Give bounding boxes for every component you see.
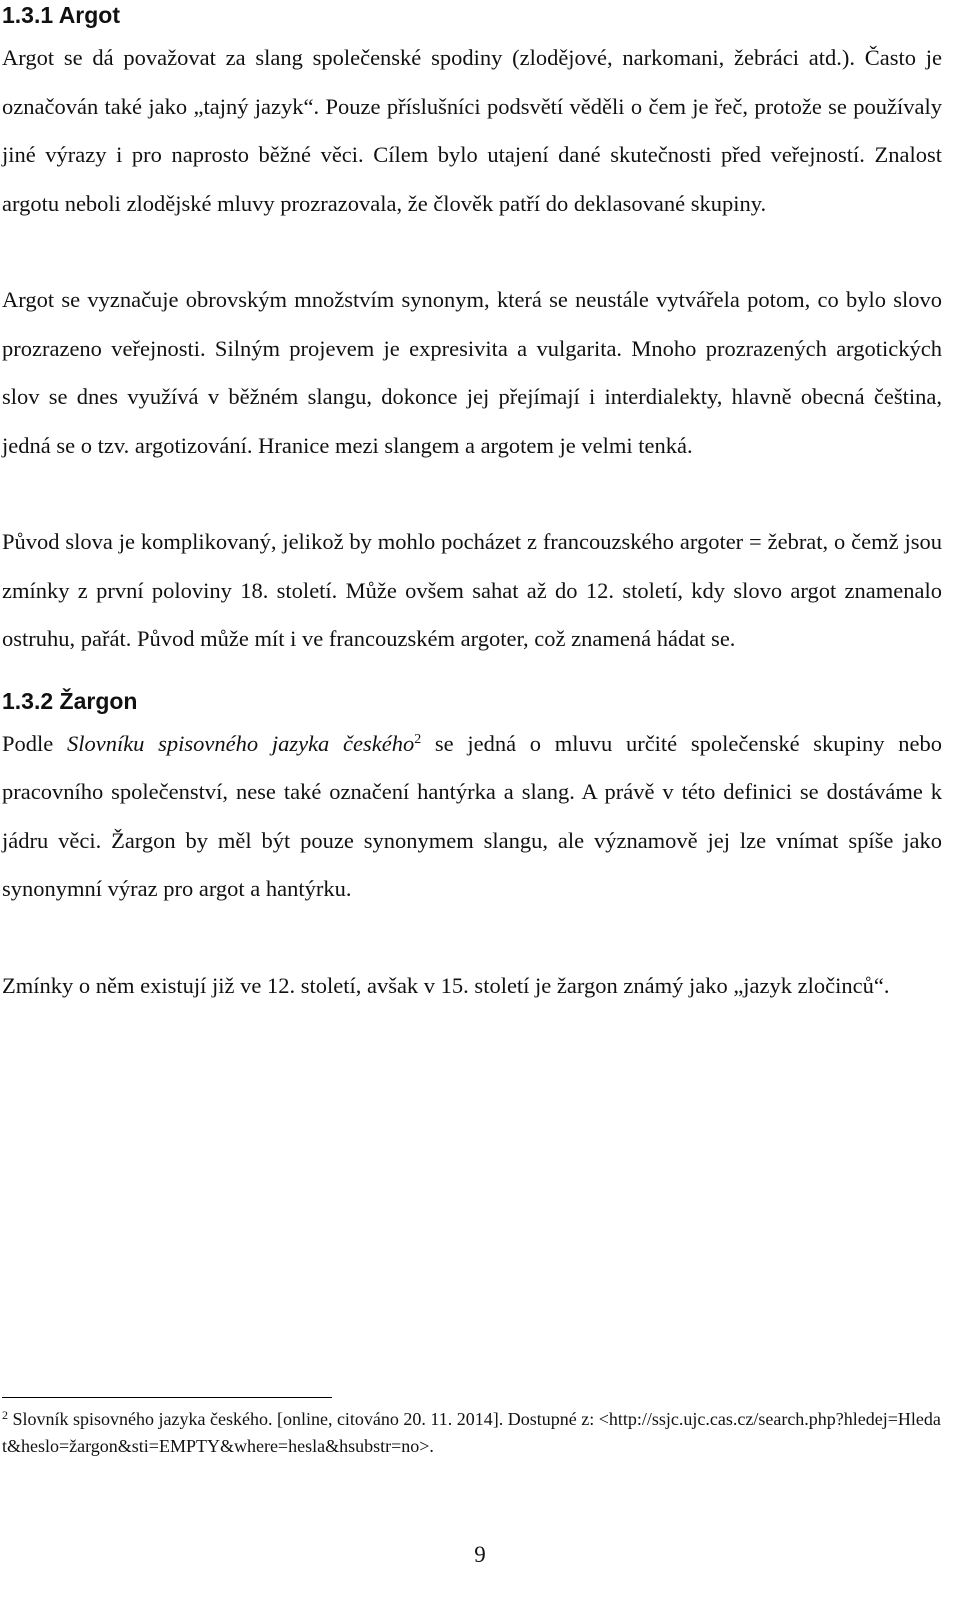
dictionary-title: Slovníku spisovného jazyka českého [66, 730, 415, 756]
footnote-area [2, 1397, 942, 1460]
footnote-citation: Slovník spisovného jazyka českého. [online, citováno 20. 11. 2014]. Dostupné z: <http://ssjc.ujc.cas.cz/search.php?hledej=Hledat&heslo=žargon&sti=EMPTY&where=hesla&hsubstr=no>. [2, 1409, 941, 1456]
footnote-reference: 2 [414, 731, 422, 747]
paragraph-zargon-definition [2, 720, 942, 914]
paragraph-zargon-history: Zmínky o něm existují již ve 12. století, avšak v 15. století je žargon známý jako „jazyk zločinců“. [2, 972, 890, 998]
footnote-text [2, 1406, 942, 1460]
footnote-divider [2, 1397, 332, 1398]
footnote-marker: 2 [2, 1408, 8, 1422]
page-number: 9 [474, 1542, 486, 1567]
section-heading-zargon: 1.3.2 Žargon [2, 687, 138, 714]
zargon-text-before: Podle [2, 730, 67, 756]
zargon-text-after: se jedná o mluvu určité společenské skupiny nebo pracovního společenství, nese také označení hantýrka a slang. A právě v této definici se dostáváme k jádru věci. Žargon by měl být pouze synonymem slangu, ale významově jej lze vnímat spíše jako synonymní výraz pro argot a hantýrku. [2, 730, 942, 901]
paragraph-argot-definition: Argot se dá považovat za slang společenské spodiny (zlodějové, narkomani, žebráci atd.). Často je označován také jako „tajný jazyk“. Pouze příslušníci podsvětí věděli o čem je řeč, protože se používaly jiné výrazy i pro naprosto běžné věci. Cílem bylo utajení dané skutečnosti před veřejností. Znalost argotu neboli zlodějské mluvy prozrazovala, že člověk patří do deklasované skupiny. [2, 45, 942, 216]
section-heading-argot: 1.3.1 Argot [2, 2, 121, 28]
paragraph-argot-origin: Původ slova je komplikovaný, jelikož by mohlo pocházet z francouzského argoter = žebrat, o čemž jsou zmínky z první poloviny 18. století. Může ovšem sahat až do 12. století, kdy slovo argot znamenalo ostruhu, pařát. Původ může mít i ve francouzském argoter, což znamená hádat se. [2, 529, 942, 651]
paragraph-argot-synonyms: Argot se vyznačuje obrovským množstvím synonym, která se neustále vytvářela potom, co bylo slovo prozrazeno veřejnosti. Silným projevem je expresivita a vulgarita. Mnoho prozrazených argotických slov se dnes využívá v běžném slangu, dokonce jej přejímají i interdialekty, hlavně obecná čeština, jedná se o tzv. argotizování. Hranice mezi slangem a argotem je velmi tenká. [2, 287, 942, 458]
